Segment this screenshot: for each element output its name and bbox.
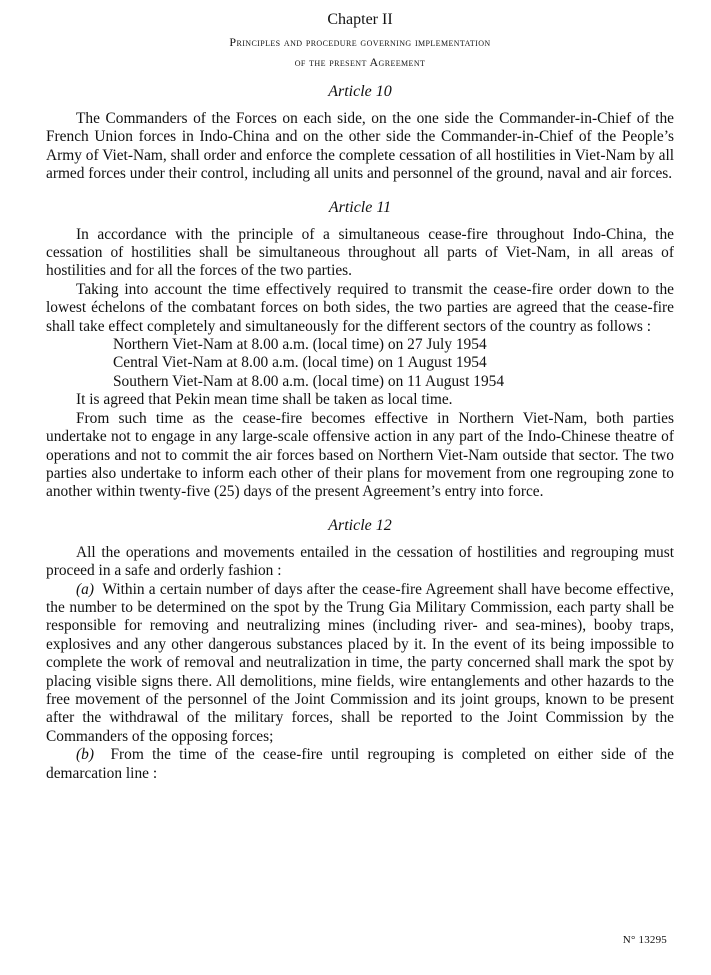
article-10-paragraph-1: The Commanders of the Forces on each side, on the one side the Commander-in-Chief of the French Union forces in Indo-China and on the other side the Commander-in-Chief of the People’s Army of Viet-Nam, shall order and enforce the complete cessation of all hostilities in Viet-Nam by all armed forces under their control, including all units and personnel of the ground, naval and air forces.: [46, 110, 674, 183]
ceasefire-dates-list: [113, 336, 674, 391]
article-12-paragraph-1: All the operations and movements entailed in the cessation of hostilities and regrouping must proceed in a safe and orderly fashion :: [46, 543, 674, 580]
document-number: N° 13295: [622, 934, 667, 946]
ceasefire-date-southern: Southern Viet-Nam at 8.00 a.m. (local time) on 11 August 1954: [113, 372, 505, 390]
ceasefire-date-northern: Northern Viet-Nam at 8.00 a.m. (local time) on 27 July 1954: [113, 336, 487, 354]
article-11-paragraph-1: In accordance with the principle of a simultaneous cease-fire throughout Indo-China, the cessation of hostilities shall be simultaneous throughout all parts of Viet-Nam, in all areas of hostilities and for all the forces of the two parties.: [46, 225, 674, 280]
chapter-heading-line-1: Principles and procedure governing implementation: [229, 35, 491, 49]
article-10-title: Article 10: [328, 83, 392, 100]
chapter-title: Chapter II: [327, 11, 393, 28]
article-11-title: Article 11: [328, 198, 392, 216]
clause-a-text: Within a certain number of days after the cease-fire Agreement shall have become effective, the number to be determined on the spot by the Trung Gia Military Commission, each party shall be responsible for removing and neutralizing mines (including river- and sea-mines), booby traps, explosives and any other dangerous substances placed by it. In the event of its being impossible to complete the work of removal and neutralization in time, the party concerned shall mark the spot by placing visible signs there. All demolitions, mine fields, wire entanglements and other hazards to the free movement of the personnel of the Joint Commission and its joint groups, known to be present after the withdrawal of the military forces, shall be reported to the Joint Commission by the Commanders of the opposing forces;: [46, 580, 674, 745]
article-12-clause-a: [46, 581, 674, 747]
chapter-heading-line-2: of the present Agreement: [294, 55, 426, 69]
article-11-paragraph-3: It is agreed that Pekin mean time shall be taken as local time.: [76, 391, 453, 409]
article-11-paragraph-4: From such time as the cease-fire becomes effective in Northern Viet-Nam, both parties undertake not to engage in any large-scale offensive action in any part of the Indo-Chinese theatre of operations and not to commit the air forces based on Northern Viet-Nam outside that sector. The two parties also undertake to inform each other of their plans for movement from one regrouping zone to another within twenty-five (25) days of the present Agreement’s entry into force.: [46, 409, 674, 501]
document-page: [46, 8, 674, 783]
clause-b-text: From the time of the cease-fire until regrouping is completed on either side of the demarcation line :: [46, 746, 674, 782]
ceasefire-date-central: Central Viet-Nam at 8.00 a.m. (local time) on 1 August 1954: [113, 354, 487, 372]
article-12-title: Article 12: [328, 516, 392, 534]
clause-a-label: (a): [76, 580, 94, 598]
clause-b-label: (b): [76, 746, 94, 764]
article-12-clause-b: [46, 746, 674, 783]
article-11-paragraph-2: Taking into account the time effectively required to transmit the cease-fire order down to the lowest échelons of the combatant forces on both sides, the two parties are agreed that the cease-fire shall take effect completely and simultaneously for the different sectors of the country as follows :: [46, 280, 674, 335]
